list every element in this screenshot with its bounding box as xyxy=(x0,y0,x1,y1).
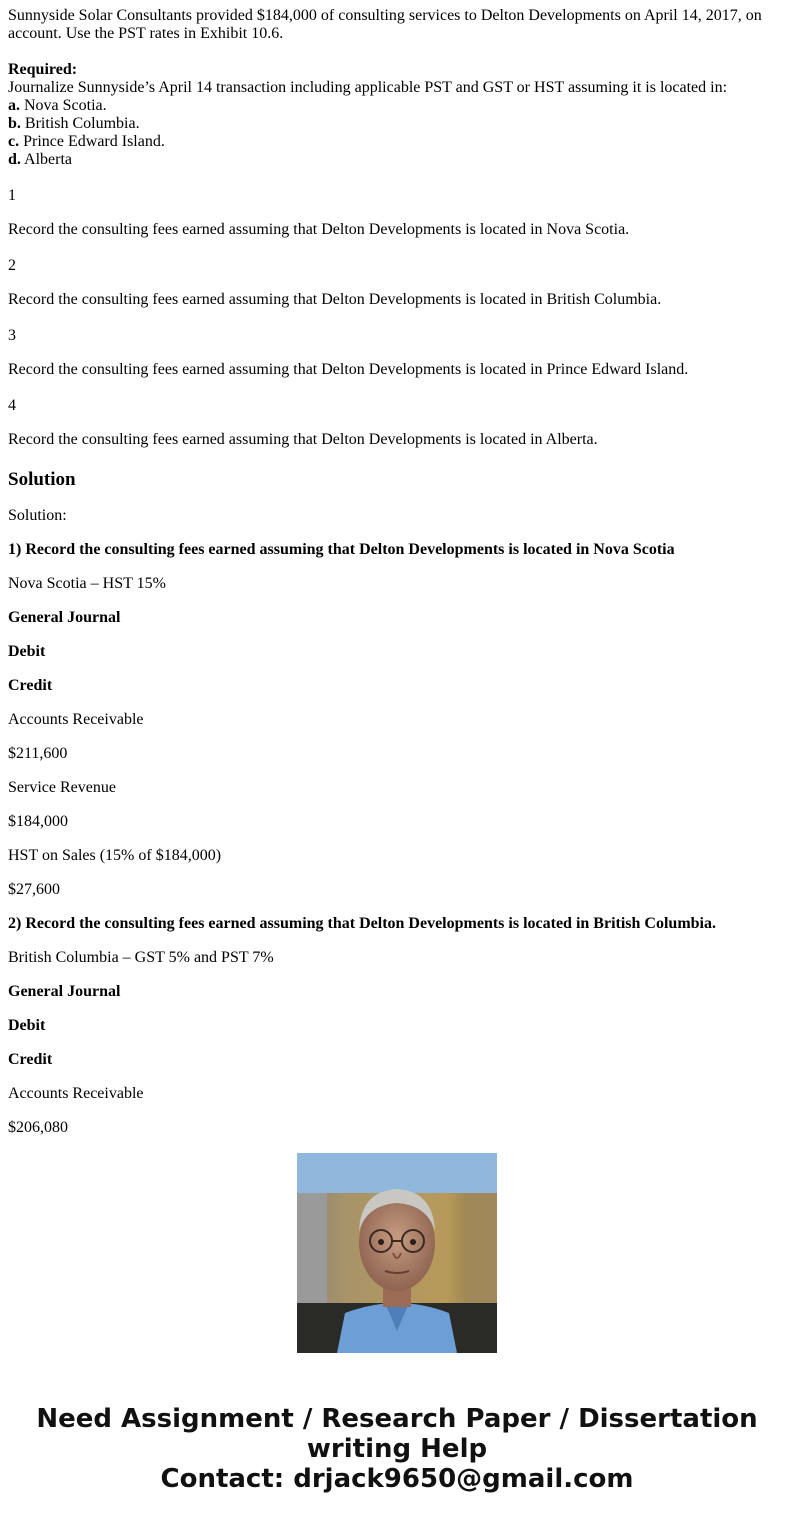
item-letter: a. xyxy=(8,97,20,114)
question-number: 2 xyxy=(8,257,16,274)
question-number: 4 xyxy=(8,397,16,414)
journal-title: General Journal xyxy=(8,983,121,1000)
item-text: Alberta xyxy=(20,151,72,168)
item-text: Nova Scotia. xyxy=(20,97,107,114)
promo-contact: Contact: drjack9650@gmail.com xyxy=(160,1464,634,1494)
required-label: Required: xyxy=(8,61,78,78)
credit-header: Credit xyxy=(8,677,53,694)
promo-line: writing Help xyxy=(306,1434,488,1464)
part1-rate: Nova Scotia – HST 15% xyxy=(8,575,166,592)
journal-amount: $184,000 xyxy=(8,813,68,830)
item-text: Prince Edward Island. xyxy=(19,133,165,150)
required-item-c xyxy=(8,133,786,151)
question-number: 3 xyxy=(8,327,16,344)
required-item-a xyxy=(8,97,786,115)
item-letter: c. xyxy=(8,133,20,150)
part2-rate: British Columbia – GST 5% and PST 7% xyxy=(8,949,274,966)
journal-amount: $206,080 xyxy=(8,1119,68,1136)
item-letter: d. xyxy=(8,151,21,168)
solution-heading: Solution xyxy=(8,469,76,490)
question-number: 1 xyxy=(8,187,16,204)
solution-label: Solution: xyxy=(8,507,67,524)
required-text: Journalize Sunnyside’s April 14 transaction including applicable PST and GST or HST assuming it is located in: xyxy=(8,79,728,96)
debit-header: Debit xyxy=(8,1017,46,1034)
avatar-photo xyxy=(297,1153,497,1353)
item-text: British Columbia. xyxy=(20,115,140,132)
required-item-b xyxy=(8,115,786,133)
part1-title: 1) Record the consulting fees earned assuming that Delton Developments is located in Nova Scotia xyxy=(8,541,675,558)
document-body xyxy=(8,7,786,1136)
avatar xyxy=(297,1153,497,1353)
journal-title: General Journal xyxy=(8,609,121,626)
journal-account: HST on Sales (15% of $184,000) xyxy=(8,847,222,864)
question-text: Record the consulting fees earned assuming that Delton Developments is located in Nova Scotia. xyxy=(8,221,630,238)
promo-line: Need Assignment / Research Paper / Dissertation xyxy=(36,1404,758,1434)
journal-account: Service Revenue xyxy=(8,779,116,796)
question-text: Record the consulting fees earned assuming that Delton Developments is located in Prince Edward Island. xyxy=(8,361,689,378)
promo-banner xyxy=(0,1404,794,1494)
required-item-d xyxy=(8,151,786,169)
part2-title: 2) Record the consulting fees earned assuming that Delton Developments is located in British Columbia. xyxy=(8,915,716,932)
journal-account: Accounts Receivable xyxy=(8,711,144,728)
item-letter: b. xyxy=(8,115,21,132)
credit-header: Credit xyxy=(8,1051,53,1068)
journal-account: Accounts Receivable xyxy=(8,1085,144,1102)
problem-intro: Sunnyside Solar Consultants provided $184,000 of consulting services to Delton Developments on April 14, 2017, on account. Use the PST rates in Exhibit 10.6. xyxy=(8,7,762,42)
question-text: Record the consulting fees earned assuming that Delton Developments is located in Alberta. xyxy=(8,431,598,448)
journal-amount: $27,600 xyxy=(8,881,60,898)
debit-header: Debit xyxy=(8,643,46,660)
journal-amount: $211,600 xyxy=(8,745,68,762)
question-text: Record the consulting fees earned assuming that Delton Developments is located in British Columbia. xyxy=(8,291,662,308)
